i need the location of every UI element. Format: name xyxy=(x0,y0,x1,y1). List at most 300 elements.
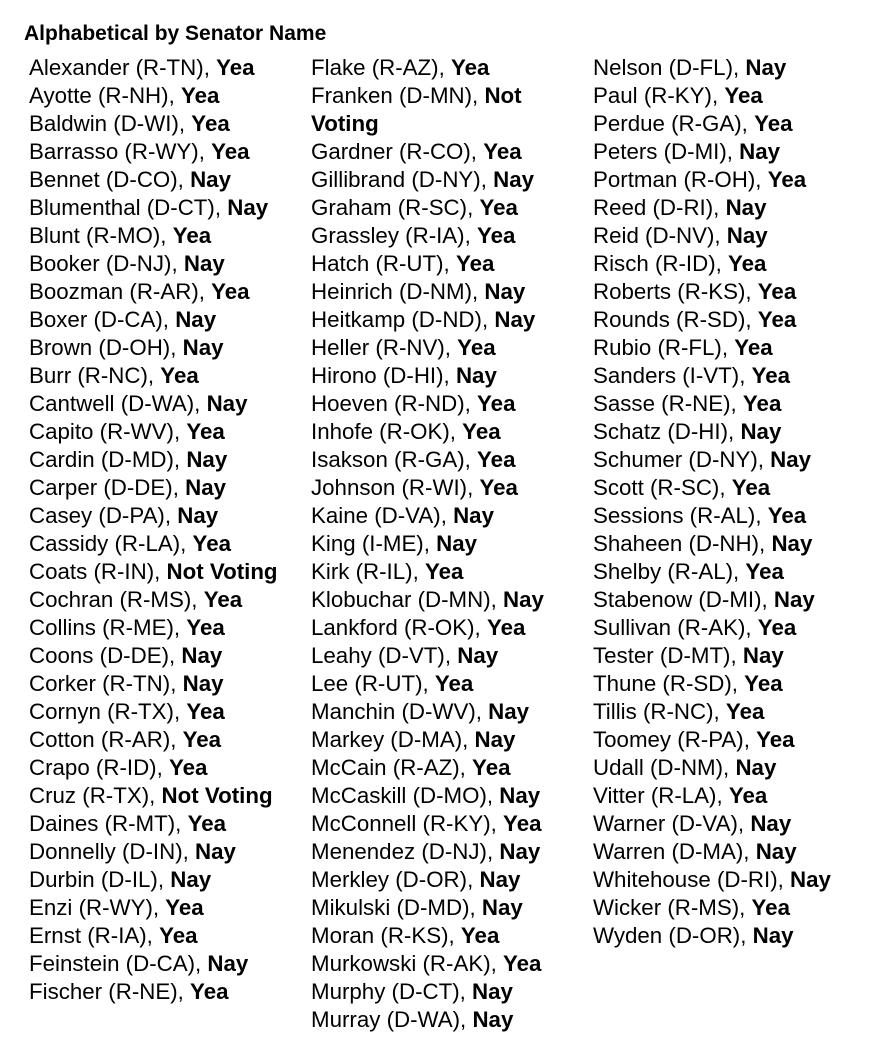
page-title: Alphabetical by Senator Name xyxy=(24,22,327,45)
senator-vote-entry xyxy=(311,922,589,950)
vote-value: Yea xyxy=(767,167,807,192)
senator-vote-entry xyxy=(311,446,589,474)
senator-vote-entry xyxy=(311,530,589,558)
senator-vote-entry xyxy=(311,1006,589,1034)
senator-vote-entry xyxy=(593,334,868,362)
vote-value: Yea xyxy=(450,55,490,80)
vote-value: Nay xyxy=(770,447,812,472)
vote-value: Yea xyxy=(503,951,542,976)
senator-name: Cotton (R-AR), xyxy=(29,727,183,752)
vote-value: Yea xyxy=(186,615,225,640)
senator-vote-entry xyxy=(29,698,309,726)
senator-name: Heinrich (D-NM), xyxy=(311,279,485,304)
senator-vote-entry xyxy=(593,250,868,278)
senator-vote-entry xyxy=(311,250,589,278)
senator-name: Schatz (D-HI), xyxy=(593,419,741,444)
senator-name: Warner (D-VA), xyxy=(593,811,751,836)
senator-vote-entry xyxy=(29,110,309,138)
senator-name: Inhofe (R-OK), xyxy=(311,419,463,444)
senator-name: Coats (R-IN), xyxy=(29,559,167,584)
vote-value: Nay xyxy=(740,419,782,444)
vote-value: Yea xyxy=(757,615,797,640)
vote-value: Yea xyxy=(734,335,773,360)
senator-vote-entry xyxy=(311,166,589,194)
vote-value: Not Voting xyxy=(166,559,278,584)
vote-value: Yea xyxy=(159,923,198,948)
vote-value: Yea xyxy=(216,55,255,80)
vote-value: Nay xyxy=(175,307,217,332)
vote-value: Yea xyxy=(477,447,516,472)
senator-name: Kaine (D-VA), xyxy=(311,503,454,528)
senator-vote-entry xyxy=(29,922,309,950)
vote-value: Yea xyxy=(751,895,790,920)
senator-name: Bennet (D-CO), xyxy=(29,167,191,192)
senator-vote-entry xyxy=(593,418,868,446)
senator-name: Thune (R-SD), xyxy=(593,671,745,696)
vote-value: Yea xyxy=(725,699,765,724)
senator-name: Cornyn (R-TX), xyxy=(29,699,187,724)
vote-value: Yea xyxy=(190,979,229,1004)
senator-name: Isakson (R-GA), xyxy=(311,447,478,472)
vote-value: Nay xyxy=(453,503,494,528)
vote-value: Yea xyxy=(731,475,771,500)
senator-vote-entry xyxy=(29,138,309,166)
senator-vote-entry xyxy=(311,838,589,866)
senator-vote-entry xyxy=(593,54,868,82)
senator-vote-entry xyxy=(311,418,589,446)
vote-value: Nay xyxy=(186,447,228,472)
senator-vote-entry xyxy=(29,54,309,82)
senator-vote-entry xyxy=(311,474,589,502)
senator-name: Reid (D-NV), xyxy=(593,223,727,248)
senator-name: Sullivan (R-AK), xyxy=(593,615,758,640)
vote-value: Nay xyxy=(493,167,535,192)
vote-value: Nay xyxy=(185,475,226,500)
senator-name: Crapo (R-ID), xyxy=(29,755,169,780)
senator-name: Schumer (D-NY), xyxy=(593,447,771,472)
vote-value: Nay xyxy=(479,867,521,892)
vote-value: Yea xyxy=(186,419,225,444)
vote-value: Nay xyxy=(472,979,513,1004)
senator-name: Blumenthal (D-CT), xyxy=(29,195,228,220)
senator-name: Cantwell (D-WA), xyxy=(29,391,207,416)
senator-name: Ayotte (R-NH), xyxy=(29,83,181,108)
vote-value: Yea xyxy=(172,223,212,248)
senator-name: Cassidy (R-LA), xyxy=(29,531,193,556)
senator-vote-entry xyxy=(311,54,589,82)
senator-name: Manchin (D-WV), xyxy=(311,699,489,724)
senator-name: Mikulski (D-MD), xyxy=(311,895,482,920)
vote-value: Yea xyxy=(742,391,782,416)
senator-vote-entry xyxy=(593,810,868,838)
senator-name: Burr (R-NC), xyxy=(29,363,161,388)
vote-value: Nay xyxy=(742,643,784,668)
senator-vote-entry xyxy=(29,978,309,1006)
senator-vote-entry xyxy=(311,362,589,390)
senator-vote-entry xyxy=(311,950,589,978)
senator-name: Nelson (D-FL), xyxy=(593,55,746,80)
vote-value: Nay xyxy=(474,727,516,752)
senator-name: Hatch (R-UT), xyxy=(311,251,456,276)
senator-vote-entry xyxy=(29,166,309,194)
senator-vote-entry xyxy=(311,278,589,306)
vote-value: Nay xyxy=(771,531,813,556)
senator-vote-entry xyxy=(29,278,309,306)
senator-name: Brown (D-OH), xyxy=(29,335,183,360)
vote-value: Nay xyxy=(739,139,781,164)
vote-value: Yea xyxy=(182,727,222,752)
senator-vote-entry xyxy=(29,250,309,278)
senator-vote-entry xyxy=(593,726,868,754)
vote-value: Yea xyxy=(165,895,204,920)
senator-name: Klobuchar (D-MN), xyxy=(311,587,504,612)
senator-vote-entry xyxy=(311,642,589,670)
vote-value: Nay xyxy=(455,363,497,388)
senator-name: Gillibrand (D-NY), xyxy=(311,167,494,192)
senator-column-3 xyxy=(593,54,868,950)
vote-value: Nay xyxy=(207,951,249,976)
senator-name: Fischer (R-NE), xyxy=(29,979,191,1004)
senator-vote-entry xyxy=(593,474,868,502)
senator-name: Moran (R-KS), xyxy=(311,923,461,948)
senator-name: Sessions (R-AL), xyxy=(593,503,768,528)
senator-name: Paul (R-KY), xyxy=(593,83,725,108)
senator-vote-entry xyxy=(593,194,868,222)
senator-name: Casey (D-PA), xyxy=(29,503,178,528)
vote-value: Nay xyxy=(181,643,223,668)
vote-value: Nay xyxy=(790,867,831,892)
vote-value: Yea xyxy=(460,923,500,948)
senator-name: Sanders (I-VT), xyxy=(593,363,752,388)
senator-name: McCaskill (D-MO), xyxy=(311,783,500,808)
senator-vote-entry xyxy=(593,642,868,670)
senator-vote-entry xyxy=(29,894,309,922)
senator-vote-entry xyxy=(311,810,589,838)
senator-vote-entry xyxy=(593,446,868,474)
vote-value: Nay xyxy=(726,223,768,248)
senator-name: Tillis (R-NC), xyxy=(593,699,726,724)
vote-value: Yea xyxy=(728,783,768,808)
senator-name: McCain (R-AZ), xyxy=(311,755,473,780)
senator-name: Coons (D-DE), xyxy=(29,643,182,668)
senator-vote-entry xyxy=(311,586,589,614)
senator-vote-entry xyxy=(29,558,309,586)
senator-name: Wicker (R-MS), xyxy=(593,895,752,920)
vote-value: Yea xyxy=(187,811,227,836)
senator-vote-entry xyxy=(593,530,868,558)
senator-name: Murkowski (R-AK), xyxy=(311,951,504,976)
vote-value: Nay xyxy=(481,895,523,920)
vote-value: Yea xyxy=(724,83,763,108)
senator-vote-entry xyxy=(311,306,589,334)
senator-vote-entry xyxy=(29,390,309,418)
senator-vote-entry xyxy=(311,502,589,530)
vote-value: Yea xyxy=(434,671,474,696)
senator-name: Durbin (D-IL), xyxy=(29,867,171,892)
senator-name: McConnell (R-KY), xyxy=(311,811,504,836)
senator-column-2 xyxy=(311,54,589,1034)
senator-vote-entry xyxy=(593,670,868,698)
senator-vote-entry xyxy=(29,334,309,362)
senator-vote-entry xyxy=(593,586,868,614)
senator-name: Corker (R-TN), xyxy=(29,671,183,696)
senator-name: Donnelly (D-IN), xyxy=(29,839,196,864)
senator-name: Tester (D-MT), xyxy=(593,643,743,668)
vote-value: Nay xyxy=(190,167,231,192)
vote-value: Yea xyxy=(191,111,230,136)
vote-value: Nay xyxy=(170,867,212,892)
senator-name: Ernst (R-IA), xyxy=(29,923,160,948)
senator-vote-entry xyxy=(311,894,589,922)
senator-vote-entry xyxy=(29,82,309,110)
vote-value: Not Voting xyxy=(161,783,273,808)
vote-value: Yea xyxy=(767,503,807,528)
senator-name: Reed (D-RI), xyxy=(593,195,726,220)
senator-vote-entry xyxy=(311,726,589,754)
vote-value: Yea xyxy=(211,139,250,164)
senator-name: Udall (D-NM), xyxy=(593,755,736,780)
vote-value: Yea xyxy=(486,615,526,640)
vote-value: Nay xyxy=(195,839,236,864)
senator-name: King (I-ME), xyxy=(311,531,437,556)
vote-value: Nay xyxy=(499,783,541,808)
senator-name: Booker (D-NJ), xyxy=(29,251,184,276)
senator-name: Daines (R-MT), xyxy=(29,811,188,836)
senator-vote-entry xyxy=(29,418,309,446)
senator-name: Warren (D-MA), xyxy=(593,839,756,864)
senator-name: Franken (D-MN), xyxy=(311,83,485,108)
vote-value: Nay xyxy=(488,699,530,724)
senator-vote-entry xyxy=(29,362,309,390)
senator-name: Leahy (D-VT), xyxy=(311,643,458,668)
vote-value: Yea xyxy=(169,755,208,780)
senator-vote-entry xyxy=(311,782,589,810)
senator-vote-entry xyxy=(311,670,589,698)
senator-name: Toomey (R-PA), xyxy=(593,727,757,752)
senator-name: Wyden (D-OR), xyxy=(593,923,753,948)
senator-vote-entry xyxy=(311,698,589,726)
vote-value: Yea xyxy=(203,587,243,612)
vote-value: Nay xyxy=(472,1007,514,1032)
senator-name: Feinstein (D-CA), xyxy=(29,951,208,976)
senator-vote-entry xyxy=(29,726,309,754)
senator-vote-entry xyxy=(29,810,309,838)
senator-vote-entry xyxy=(311,334,589,362)
vote-value: Nay xyxy=(182,671,224,696)
senator-name: Shaheen (D-NH), xyxy=(593,531,772,556)
senator-vote-entry xyxy=(593,698,868,726)
senator-name: Collins (R-ME), xyxy=(29,615,187,640)
senator-vote-entry xyxy=(29,754,309,782)
senator-name: Perdue (R-GA), xyxy=(593,111,755,136)
senator-name: Boozman (R-AR), xyxy=(29,279,212,304)
senator-vote-entry xyxy=(593,166,868,194)
senator-name: Kirk (R-IL), xyxy=(311,559,425,584)
senator-vote-entry xyxy=(593,362,868,390)
senator-name: Roberts (R-KS), xyxy=(593,279,758,304)
senator-vote-entry xyxy=(593,110,868,138)
vote-value: Nay xyxy=(182,335,224,360)
senator-vote-entry xyxy=(593,306,868,334)
vote-value: Yea xyxy=(424,559,464,584)
vote-value: Yea xyxy=(756,727,795,752)
vote-value: Yea xyxy=(477,223,516,248)
senator-vote-entry xyxy=(29,306,309,334)
senator-column-1 xyxy=(29,54,309,1006)
vote-value: Yea xyxy=(751,363,791,388)
senator-name: Rubio (R-FL), xyxy=(593,335,735,360)
senator-vote-entry xyxy=(29,642,309,670)
senator-name: Hoeven (R-ND), xyxy=(311,391,478,416)
senator-vote-entry xyxy=(311,138,589,166)
senator-name: Peters (D-MI), xyxy=(593,139,740,164)
senator-vote-entry xyxy=(29,474,309,502)
senator-name: Cochran (R-MS), xyxy=(29,587,204,612)
senator-vote-entry xyxy=(311,558,589,586)
senator-vote-entry xyxy=(593,558,868,586)
senator-name: Capito (R-WV), xyxy=(29,419,187,444)
senator-vote-entry xyxy=(593,894,868,922)
senator-vote-entry xyxy=(593,278,868,306)
senator-vote-entry xyxy=(593,782,868,810)
vote-value: Nay xyxy=(750,811,792,836)
senator-name: Johnson (R-WI), xyxy=(311,475,480,500)
senator-name: Merkley (D-OR), xyxy=(311,867,480,892)
vote-value: Nay xyxy=(206,391,248,416)
vote-value: Nay xyxy=(183,251,225,276)
vote-value: Nay xyxy=(177,503,219,528)
senator-name: Enzi (R-WY), xyxy=(29,895,166,920)
vote-value: Yea xyxy=(728,251,767,276)
senator-vote-entry xyxy=(593,838,868,866)
senator-name: Baldwin (D-WI), xyxy=(29,111,192,136)
senator-vote-entry xyxy=(593,222,868,250)
senator-name: Vitter (R-LA), xyxy=(593,783,729,808)
vote-value: Nay xyxy=(503,587,544,612)
senator-name: Hirono (D-HI), xyxy=(311,363,456,388)
vote-value: Yea xyxy=(757,307,797,332)
vote-value: Nay xyxy=(752,923,794,948)
senator-name: Sasse (R-NE), xyxy=(593,391,743,416)
senator-name: Gardner (R-CO), xyxy=(311,139,484,164)
senator-vote-entry xyxy=(311,978,589,1006)
vote-value: Yea xyxy=(757,279,797,304)
senator-name: Markey (D-MA), xyxy=(311,727,475,752)
senator-name: Murray (D-WA), xyxy=(311,1007,473,1032)
senator-name: Flake (R-AZ), xyxy=(311,55,451,80)
senator-name: Murphy (D-CT), xyxy=(311,979,473,1004)
vote-value: Yea xyxy=(192,531,231,556)
vote-value: Nay xyxy=(725,195,767,220)
senator-vote-entry xyxy=(311,194,589,222)
senator-name: Alexander (R-TN), xyxy=(29,55,217,80)
senator-name: Boxer (D-CA), xyxy=(29,307,176,332)
vote-value: Nay xyxy=(773,587,815,612)
senator-name: Cardin (D-MD), xyxy=(29,447,187,472)
vote-value: Yea xyxy=(745,559,784,584)
senator-vote-entry xyxy=(29,586,309,614)
vote-value: Nay xyxy=(494,307,536,332)
vote-value: Yea xyxy=(457,335,496,360)
senator-vote-entry xyxy=(29,222,309,250)
senator-vote-entry xyxy=(29,950,309,978)
senator-name: Shelby (R-AL), xyxy=(593,559,746,584)
vote-value: Yea xyxy=(483,139,522,164)
senator-vote-entry xyxy=(29,782,309,810)
vote-value: Yea xyxy=(472,755,511,780)
senator-vote-entry xyxy=(593,138,868,166)
senator-name: Graham (R-SC), xyxy=(311,195,480,220)
senator-vote-entry xyxy=(29,194,309,222)
senator-vote-entry xyxy=(311,614,589,642)
vote-value: Yea xyxy=(160,363,199,388)
senator-vote-entry xyxy=(29,670,309,698)
senator-vote-entry xyxy=(593,390,868,418)
senator-vote-entry xyxy=(593,922,868,950)
senator-name: Menendez (D-NJ), xyxy=(311,839,500,864)
senator-name: Blunt (R-MO), xyxy=(29,223,173,248)
senator-name: Heller (R-NV), xyxy=(311,335,458,360)
senator-vote-entry xyxy=(29,446,309,474)
vote-value: Nay xyxy=(227,195,269,220)
senator-name: Risch (R-ID), xyxy=(593,251,729,276)
senator-name: Scott (R-SC), xyxy=(593,475,732,500)
senator-vote-entry xyxy=(29,866,309,894)
vote-value: Not Voting xyxy=(311,83,522,136)
senator-vote-entry xyxy=(29,502,309,530)
vote-value: Nay xyxy=(499,839,541,864)
senator-vote-entry xyxy=(311,222,589,250)
vote-value: Yea xyxy=(479,195,518,220)
vote-value: Nay xyxy=(745,55,787,80)
vote-value: Yea xyxy=(503,811,542,836)
vote-value: Nay xyxy=(755,839,797,864)
senator-name: Stabenow (D-MI), xyxy=(593,587,774,612)
senator-vote-entry xyxy=(593,82,868,110)
senator-name: Heitkamp (D-ND), xyxy=(311,307,495,332)
vote-value: Nay xyxy=(436,531,478,556)
senator-vote-entry xyxy=(311,754,589,782)
senator-vote-entry xyxy=(311,82,589,138)
senator-vote-entry xyxy=(593,754,868,782)
senator-name: Carper (D-DE), xyxy=(29,475,186,500)
senator-name: Rounds (R-SD), xyxy=(593,307,758,332)
senator-name: Lee (R-UT), xyxy=(311,671,435,696)
vote-value: Yea xyxy=(186,699,225,724)
senator-vote-entry xyxy=(311,866,589,894)
vote-value: Yea xyxy=(744,671,783,696)
senator-name: Cruz (R-TX), xyxy=(29,783,162,808)
senator-name: Lankford (R-OK), xyxy=(311,615,487,640)
vote-value: Yea xyxy=(754,111,793,136)
senator-vote-entry xyxy=(593,614,868,642)
senator-name: Barrasso (R-WY), xyxy=(29,139,212,164)
vote-value: Yea xyxy=(455,251,495,276)
vote-value: Nay xyxy=(484,279,526,304)
vote-value: Yea xyxy=(477,391,516,416)
senator-name: Whitehouse (D-RI), xyxy=(593,867,791,892)
senator-vote-entry xyxy=(29,838,309,866)
senator-vote-entry xyxy=(593,502,868,530)
senator-vote-entry xyxy=(311,390,589,418)
senator-vote-entry xyxy=(29,614,309,642)
vote-value: Yea xyxy=(211,279,250,304)
senator-vote-entry xyxy=(593,866,868,894)
vote-value: Yea xyxy=(479,475,518,500)
vote-value: Nay xyxy=(735,755,777,780)
vote-value: Yea xyxy=(462,419,501,444)
senator-vote-entry xyxy=(29,530,309,558)
